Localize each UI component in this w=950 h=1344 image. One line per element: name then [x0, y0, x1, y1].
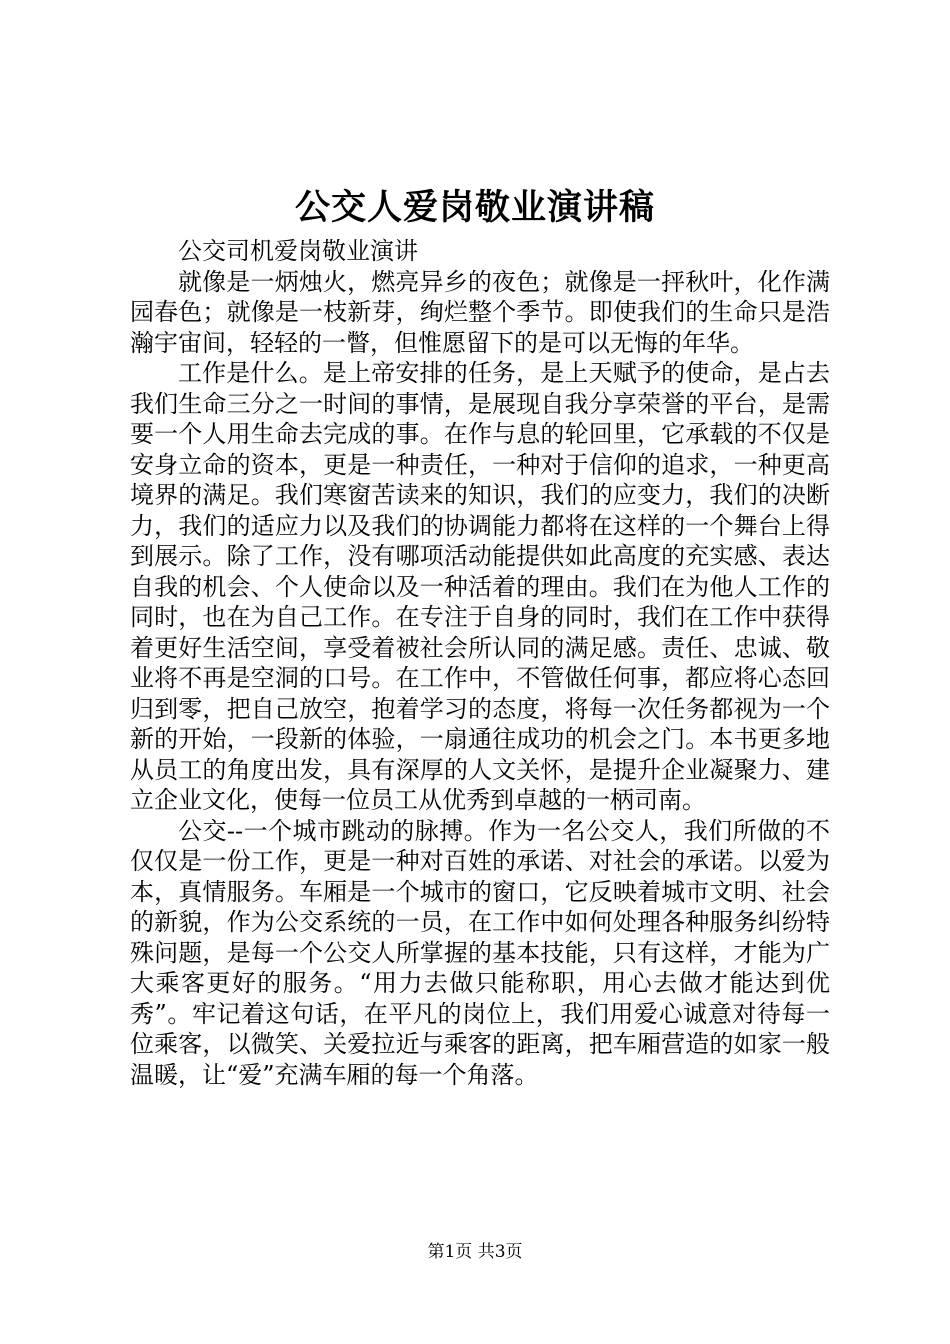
body-paragraph: 就像是一炳烛火，燃亮异乡的夜色；就像是一抨秋叶，化作满园春色；就像是一枝新芽，绚烂整个季节。即使我们的生命只是浩瀚宇宙间，轻轻的一瞥，但惟愿留下的是可以无悔的年华。: [130, 267, 830, 357]
body-paragraph: 公交--一个城市跳动的脉搏。作为一名公交人，我们所做的不仅仅是一份工作，更是一种对百姓的承诺、对社会的承诺。以爱为本，真情服务。车厢是一个城市的窗口，它反映着城市文明、社会的新貌，作为公交系统的一员，在工作中如何处理各种服务纠纷特殊问题，是每一个公交人所掌握的基本技能，只有这样，才能为广大乘客更好的服务。“用力去做只能称职，用心去做才能达到优秀”。牢记着这句话，在平凡的岗位上，我们用爱心诚意对待每一位乘客，以微笑、关爱拉近与乘客的距离，把车厢营造的如家一般温暖，让“爱”充满车厢的每一个角落。: [130, 816, 830, 1089]
document-title: 公交人爱岗敬业演讲稿: [294, 187, 655, 228]
subtitle-paragraph: 公交司机爱岗敬业演讲: [178, 237, 418, 265]
body-paragraph: 工作是什么。是上帝安排的任务，是上天赋予的使命，是占去我们生命三分之一时间的事情，是展现自我分享荣誉的平台，是需要一个人用生命去完成的事。在作与息的轮回里，它承载的不仅是安身立命的资本，更是一种责任，一种对于信仰的追求，一种更高境界的满足。我们寒窗苦读来的知识，我们的应变力，我们的决断力，我们的适应力以及我们的协调能力都将在这样的一个舞台上得到展示。除了工作，没有哪项活动能提供如此高度的充实感、表达自我的机会、个人使命以及一种活着的理由。我们在为他人工作的同时，也在为自己工作。在专注于自身的同时，我们在工作中获得着更好生活空间，享受着被社会所认同的满足感。责任、忠诚、敬业将不再是空洞的口号。在工作中，不管做任何事，都应将心态回归到零，把自己放空，抱着学习的态度，将每一次任务都视为一个新的开始，一段新的体验，一扇通往成功的机会之门。本书更多地从员工的角度出发，具有深厚的人文关怀，是提升企业凝聚力、建立企业文化，使每一位员工从优秀到卓越的一柄司南。: [130, 359, 830, 814]
document-body: [130, 236, 830, 1090]
page-number-footer: 第1页 共3页: [427, 1242, 523, 1262]
